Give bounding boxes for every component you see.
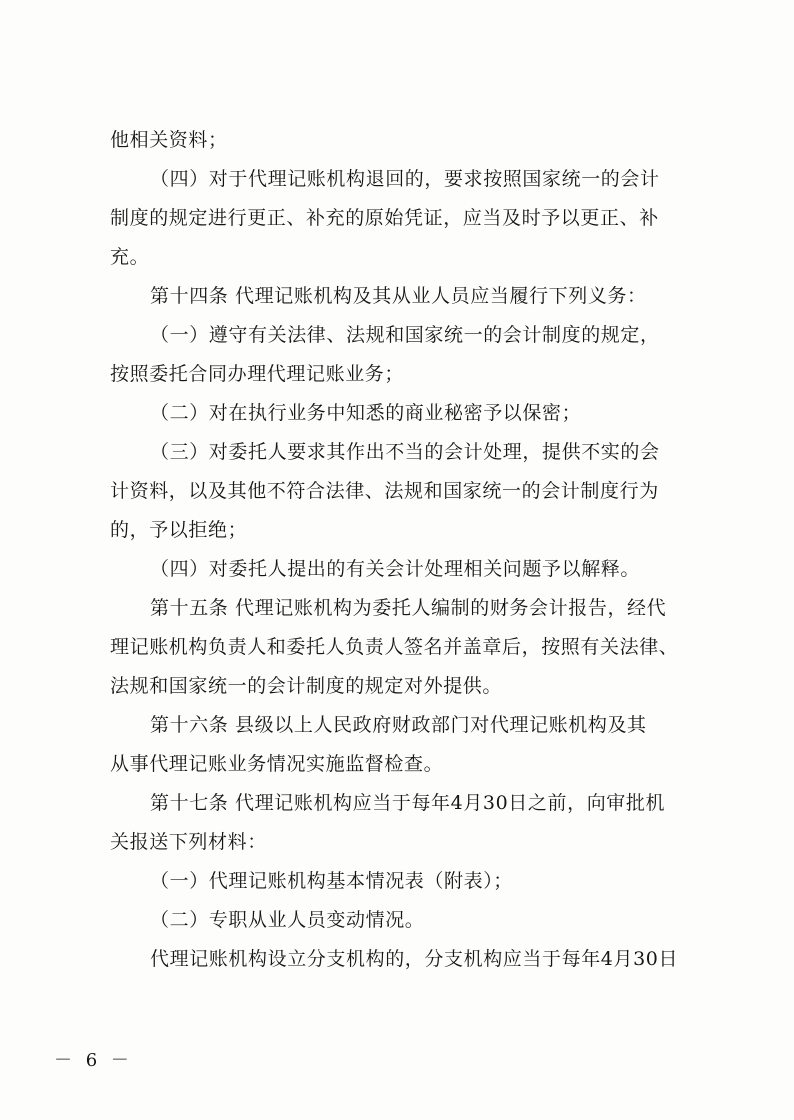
text-line: （二）专职从业人员变动情况。 — [150, 909, 425, 931]
article-16-heading: 第十六条 县级以上人民政府财政部门对代理记账机构及其 — [150, 714, 647, 736]
text-line: 制度的规定进行更正、补充的原始凭证，应当及时予以更正、补 — [110, 207, 659, 229]
article-17-heading: 第十七条 代理记账机构应当于每年4月30日之前，向审批机 — [150, 792, 666, 814]
text-line: 理记账机构负责人和委托人负责人签名并盖章后，按照有关法律、 — [110, 636, 679, 658]
text-line: 他相关资料； — [110, 129, 228, 151]
text-line: 关报送下列材料： — [110, 831, 267, 853]
text-line: （二）对在执行业务中知悉的商业秘密予以保密； — [150, 402, 582, 424]
text-line: 的，予以拒绝； — [110, 519, 248, 541]
article-14-heading: 第十四条 代理记账机构及其从业人员应当履行下列义务： — [150, 285, 647, 307]
text-line: 充。 — [110, 246, 150, 268]
text-line: 按照委托合同办理代理记账业务； — [110, 363, 405, 385]
text-line: 计资料，以及其他不符合法律、法规和国家统一的会计制度行为 — [110, 480, 659, 502]
text-line: 从事代理记账业务情况实施监督检查。 — [110, 753, 444, 775]
text-line: （一）遵守有关法律、法规和国家统一的会计制度的规定， — [150, 324, 660, 346]
text-line: （一）代理记账机构基本情况表（附表）； — [150, 870, 513, 892]
text-line: 法规和国家统一的会计制度的规定对外提供。 — [110, 675, 503, 697]
text-line: （四）对委托人提出的有关会计处理相关问题予以解释。 — [150, 558, 641, 580]
article-15-heading: 第十五条 代理记账机构为委托人编制的财务会计报告，经代 — [150, 597, 667, 619]
page-number: － 6 － — [54, 1050, 133, 1071]
text-line: （三）对委托人要求其作出不当的会计处理，提供不实的会 — [150, 441, 660, 463]
text-line: （四）对于代理记账机构退回的，要求按照国家统一的会计 — [150, 168, 660, 190]
text-line: 代理记账机构设立分支机构的，分支机构应当于每年4月30日 — [150, 948, 679, 970]
